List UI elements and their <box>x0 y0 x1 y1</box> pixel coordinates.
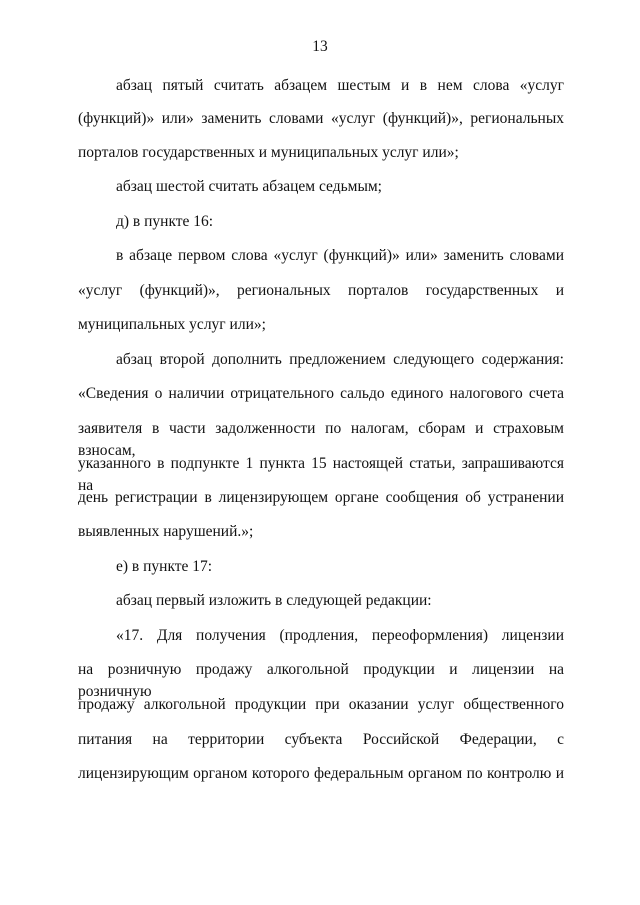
text-line: «услуг (функций)», региональных порталов государственных и <box>78 282 564 299</box>
text-line: порталов государственных и муниципальных услуг или»; <box>78 144 459 161</box>
text-line: лицензирующим органом которого федеральным органом по контролю и <box>78 765 564 782</box>
text-line: «Сведения о наличии отрицательного сальдо единого налогового счета <box>78 385 564 402</box>
text-line: день регистрации в лицензирующем органе сообщения об устранении <box>78 489 564 506</box>
text-line: абзац второй дополнить предложением следующего содержания: <box>116 351 564 368</box>
text-line: д) в пункте 16: <box>116 213 214 230</box>
text-line: указанного в подпункте 1 пункта 15 настоящей статьи, запрашиваются на <box>78 455 564 494</box>
text-line: в абзаце первом слова «услуг (функций)» или» заменить словами <box>116 247 564 264</box>
text-line: питания на территории субъекта Российской Федерации, с <box>78 731 564 748</box>
text-line: выявленных нарушений.»; <box>78 523 254 540</box>
text-line: (функций)» или» заменить словами «услуг (функций)», региональных <box>78 110 564 127</box>
text-line: на розничную продажу алкогольной продукции и лицензии на розничную <box>78 661 564 700</box>
page-number: 13 <box>312 38 328 55</box>
text-line: абзац первый изложить в следующей редакции: <box>116 592 432 609</box>
text-line: заявителя в части задолженности по налогам, сборам и страховым взносам, <box>78 420 564 459</box>
text-line: абзац шестой считать абзацем седьмым; <box>116 178 382 195</box>
text-line: «17. Для получения (продления, переоформления) лицензии <box>116 627 564 644</box>
text-line: муниципальных услуг или»; <box>78 316 266 333</box>
text-line: абзац пятый считать абзацем шестым и в нем слова «услуг <box>116 77 564 94</box>
text-line: е) в пункте 17: <box>116 558 213 575</box>
text-line: продажу алкогольной продукции при оказании услуг общественного <box>78 696 564 713</box>
